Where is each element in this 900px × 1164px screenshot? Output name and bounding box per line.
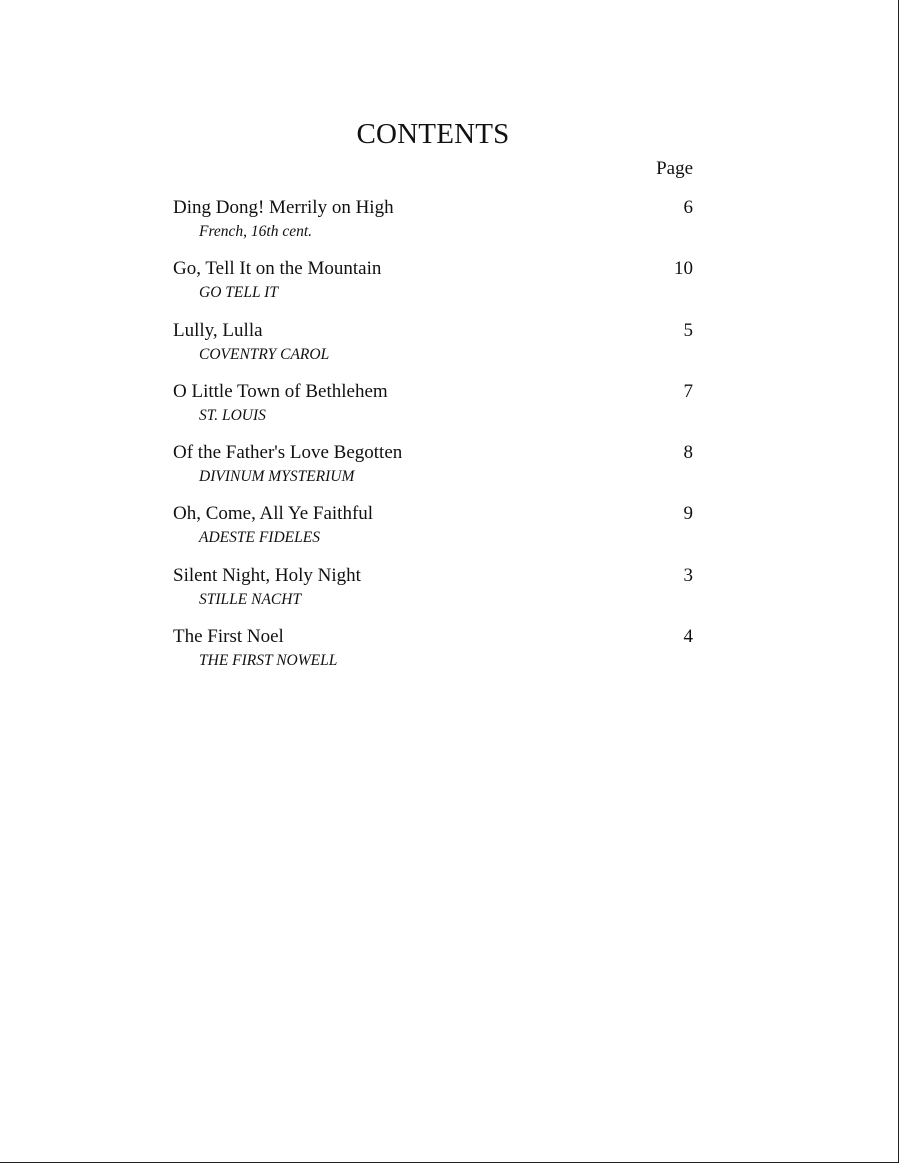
toc-entry-title: Oh, Come, All Ye Faithful [173,503,374,525]
toc-entry-page: 7 [683,380,693,402]
toc-entry[interactable] [173,380,693,441]
toc-entry-page: 4 [683,626,693,648]
table-of-contents [173,196,693,686]
toc-entry-title: Silent Night, Holy Night [173,564,361,586]
toc-entry[interactable] [173,257,693,318]
toc-entry-tune: DIVINUM MYSTERIUM [199,468,355,486]
toc-entry-page: 5 [683,319,693,341]
toc-entry[interactable] [173,196,693,257]
toc-entry[interactable] [173,502,693,563]
toc-entry-title: Lully, Lulla [173,319,263,341]
toc-entry-page: 3 [683,564,693,586]
toc-entry-tune: ST. LOUIS [199,406,266,424]
toc-entry-title: O Little Town of Bethlehem [173,380,388,402]
toc-entry-tune: GO TELL IT [199,284,278,302]
page-title: CONTENTS [356,118,510,150]
toc-entry-page: 8 [683,442,693,464]
toc-entry[interactable] [173,625,693,686]
toc-entry-title: Ding Dong! Merrily on High [173,197,394,218]
toc-entry-tune: ADESTE FIDELES [199,529,320,547]
toc-entry-tune: French, 16th cent. [199,223,313,240]
toc-entry-tune: THE FIRST NOWELL [199,652,338,670]
toc-entry-page: 6 [683,197,693,218]
toc-entry-title: The First Noel [173,626,284,648]
toc-entry-page: 9 [683,503,693,525]
toc-entry-tune: COVENTRY CAROL [199,345,330,363]
toc-entry[interactable] [173,441,693,502]
toc-entry-title: Go, Tell It on the Mountain [173,258,382,280]
toc-entry[interactable] [173,319,693,380]
page-column-header: Page [656,158,693,179]
toc-entry-title: Of the Father's Love Begotten [173,442,403,464]
toc-entry[interactable] [173,564,693,625]
toc-entry-tune: STILLE NACHT [199,590,302,608]
toc-entry-page: 10 [674,258,693,280]
